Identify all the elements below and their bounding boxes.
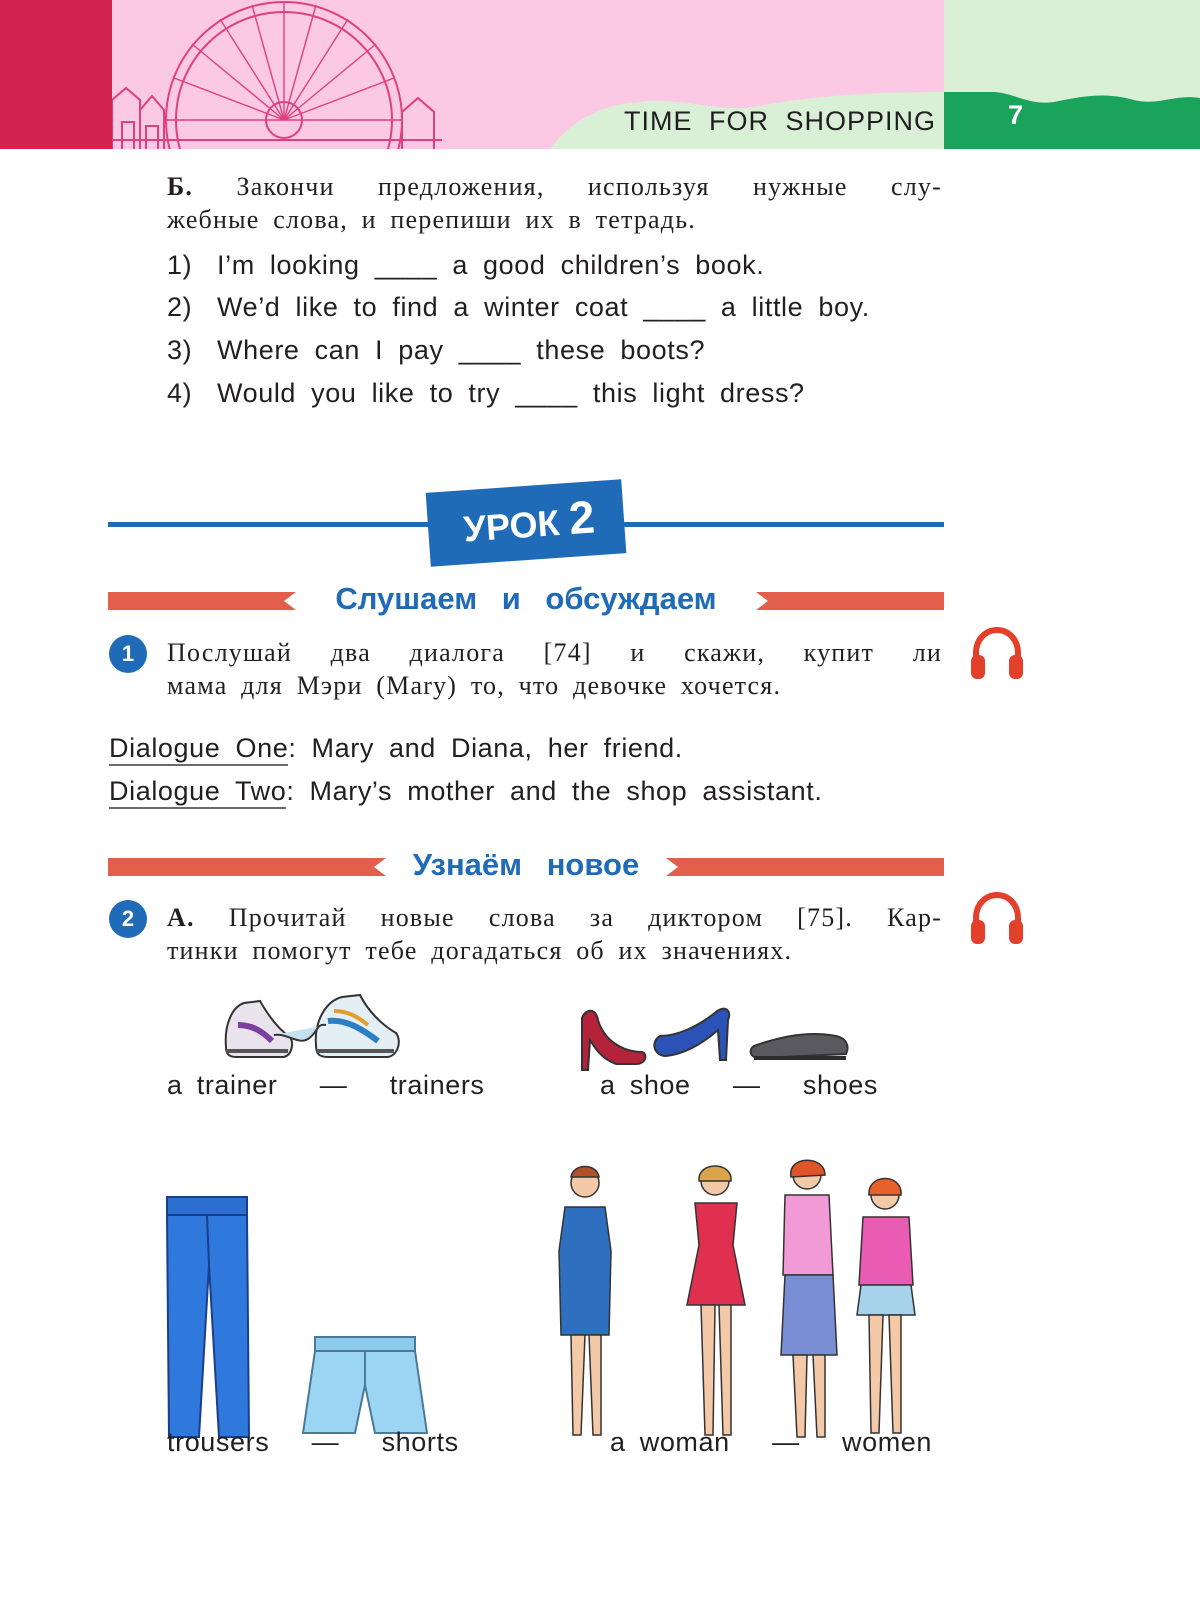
trousers-shorts-illustration bbox=[165, 1195, 445, 1445]
vocab-trousers bbox=[167, 1427, 459, 1458]
vocab-plural: trainers bbox=[389, 1070, 485, 1100]
section-title-listen: Слушаем и обсуждаем bbox=[335, 581, 717, 616]
task-number-2: 2 bbox=[109, 900, 147, 938]
exercise-b-instruction bbox=[167, 170, 942, 236]
task-1-line-1: Послушай два диалога [74] и скажи, купит ли bbox=[167, 638, 942, 667]
vocab-shoes bbox=[600, 1070, 878, 1101]
dialogue-one bbox=[109, 733, 683, 764]
exercise-letter: Б. bbox=[167, 172, 194, 201]
vocab-dash: — bbox=[319, 1070, 348, 1100]
sentence-text: We’d like to find a winter coat ____ a little boy. bbox=[217, 292, 870, 322]
trainers-illustration bbox=[218, 985, 408, 1075]
ferris-wheel-illustration bbox=[112, 0, 442, 149]
women-illustration bbox=[545, 1155, 945, 1450]
vocab-women bbox=[610, 1427, 932, 1458]
vocab-singular: a woman bbox=[610, 1427, 730, 1457]
headphones-icon[interactable] bbox=[968, 890, 1026, 948]
page-number: 7 bbox=[1008, 100, 1024, 130]
sentence-number: 1) bbox=[167, 250, 193, 280]
headphones-icon[interactable] bbox=[968, 625, 1026, 683]
section-title-learn: Узнаём новое bbox=[412, 847, 640, 882]
task-1-instruction bbox=[167, 636, 942, 702]
dialogue-two-text: : Mary’s mother and the shop assistant. bbox=[286, 776, 823, 806]
lesson-number: 2 bbox=[567, 490, 597, 545]
sentence-number: 2) bbox=[167, 292, 193, 322]
vocab-dash: — bbox=[732, 1070, 761, 1100]
vocab-plural: women bbox=[842, 1427, 933, 1457]
task-number-1: 1 bbox=[109, 635, 147, 673]
task-2-line-2: тинки помогут тебе догадаться об их значениях. bbox=[167, 936, 793, 965]
sentence-text: Would you like to try ____ this light dress? bbox=[217, 378, 805, 408]
header-red-block bbox=[0, 0, 112, 149]
instruction-line-1: Закончи предложения, используя нужные слу- bbox=[236, 172, 942, 201]
header-green-hills bbox=[944, 92, 1200, 149]
sentence-1 bbox=[167, 250, 764, 281]
vocab-plural: shoes bbox=[802, 1070, 878, 1100]
instruction-line-2: жебные слова, и перепиши их в тетрадь. bbox=[167, 205, 696, 234]
vocab-dash: — bbox=[772, 1427, 800, 1457]
vocab-singular: a trainer bbox=[167, 1070, 278, 1100]
dialogue-one-text: : Mary and Diana, her friend. bbox=[288, 733, 683, 763]
dialogue-one-label: Dialogue One bbox=[109, 733, 288, 766]
header-title: TIME FOR SHOPPING bbox=[624, 106, 937, 136]
sentence-2 bbox=[167, 292, 870, 323]
sentence-number: 4) bbox=[167, 378, 193, 408]
vocab-singular: a shoe bbox=[600, 1070, 691, 1100]
sentence-number: 3) bbox=[167, 335, 193, 365]
sentence-4 bbox=[167, 378, 805, 409]
dialogue-two bbox=[109, 776, 822, 807]
task-1-line-2: мама для Мэри (Mary) то, что девочке хочется. bbox=[167, 671, 782, 700]
lesson-label bbox=[444, 488, 613, 553]
sentence-text: I’m looking ____ a good children’s book. bbox=[217, 250, 765, 280]
sentence-3 bbox=[167, 335, 705, 366]
task-letter: А. bbox=[167, 903, 195, 932]
vocab-plural: shorts bbox=[381, 1427, 459, 1457]
lesson-word: УРОК bbox=[462, 501, 561, 550]
vocab-singular: trousers bbox=[167, 1427, 270, 1457]
task-2-line-1: Прочитай новые слова за диктором [75]. Кар- bbox=[228, 903, 943, 932]
shoes-illustration bbox=[576, 1000, 861, 1080]
vocab-dash: — bbox=[311, 1427, 340, 1457]
sentence-text: Where can I pay ____ these boots? bbox=[217, 335, 706, 365]
vocab-trainers bbox=[167, 1070, 485, 1101]
task-2-instruction bbox=[167, 901, 942, 967]
dialogue-two-label: Dialogue Two bbox=[109, 776, 286, 809]
